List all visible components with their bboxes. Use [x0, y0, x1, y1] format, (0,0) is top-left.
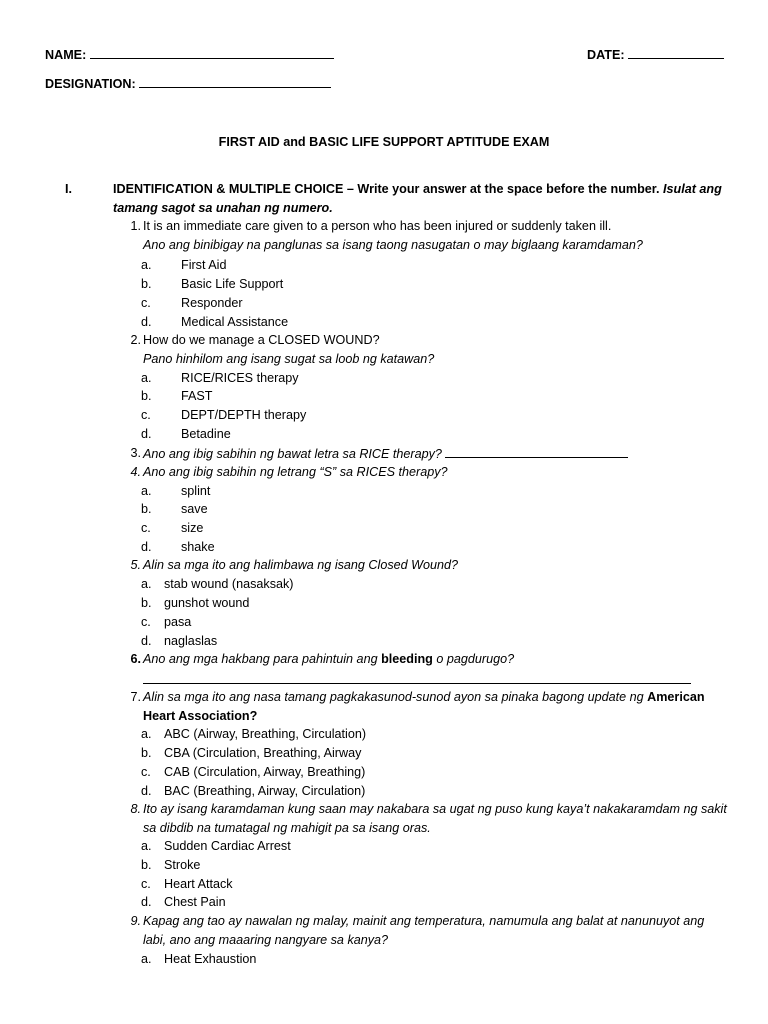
section-heading — [113, 180, 725, 217]
name-field — [45, 45, 334, 65]
question-number: 8. — [130, 802, 141, 816]
option-letter: a. — [141, 727, 152, 741]
question-text-bold: bleeding — [381, 652, 433, 666]
option-letter: b. — [141, 502, 152, 516]
option-text: Sudden Cardiac Arrest — [164, 839, 291, 853]
option-text: stab wound (nasaksak) — [164, 577, 294, 591]
option-letter: b. — [141, 746, 152, 760]
question-number: 5. — [130, 558, 141, 572]
option-letter: a. — [141, 577, 152, 591]
option-text: FAST — [181, 389, 213, 403]
question-text-tagalog: Ano ang binibigay na panglunas sa isang taong nasugatan o may biglaang karamdaman? — [143, 238, 643, 252]
question-text-tagalog: Ano ang ibig sabihin ng bawat letra sa RICE therapy? — [143, 447, 442, 461]
question-text-tagalog: Alin sa mga ito ang halimbawa ng isang Closed Wound? — [143, 558, 459, 572]
option-letter: d. — [141, 784, 152, 798]
option-letter: b. — [141, 596, 152, 610]
option-text: CAB (Circulation, Airway, Breathing) — [164, 765, 366, 779]
option-letter: a. — [141, 839, 152, 853]
option-text: CBA (Circulation, Breathing, Airway — [164, 746, 362, 760]
answer-line[interactable] — [143, 670, 691, 684]
option-letter: d. — [141, 634, 152, 648]
question-number: 2. — [130, 333, 141, 347]
question-text-en: It is an immediate care given to a person who has been injured or suddenly taken ill. — [143, 219, 612, 233]
question-text-en: How do we manage a CLOSED WOUND? — [143, 333, 380, 347]
answer-line[interactable] — [445, 444, 628, 458]
option-letter: a. — [141, 258, 152, 272]
option-text: First Aid — [181, 258, 227, 272]
question-number: 9. — [130, 914, 141, 928]
question-text-tagalog: Alin sa mga ito ang nasa tamang pagkakasunod-sunod ayon sa pinaka bagong update ng — [143, 690, 644, 704]
option-letter: c. — [141, 877, 151, 891]
section-numeral: I. — [65, 182, 72, 196]
option-text: DEPT/DEPTH therapy — [181, 408, 307, 422]
option-text: shake — [181, 540, 215, 554]
exam-title: FIRST AID and BASIC LIFE SUPPORT APTITUDE EXAM — [218, 135, 550, 149]
option-letter: a. — [141, 371, 152, 385]
option-text: splint — [181, 484, 211, 498]
option-letter: c. — [141, 296, 151, 310]
question-text — [143, 688, 728, 725]
option-letter: d. — [141, 895, 152, 909]
date-input-line[interactable] — [628, 45, 724, 59]
section-heading-tagalog: Isulat ang tamang sagot sa unahan ng numero. — [113, 182, 722, 215]
option-text: save — [181, 502, 208, 516]
option-text: ABC (Airway, Breathing, Circulation) — [164, 727, 367, 741]
question-text-row — [143, 650, 728, 669]
option-text: Basic Life Support — [181, 277, 284, 291]
section-heading-text: IDENTIFICATION & MULTIPLE CHOICE – Write your answer at the space before the number. — [113, 182, 660, 196]
date-field — [587, 45, 724, 65]
question-text-tagalog-b: o pagdurugo? — [436, 652, 515, 666]
option-letter: c. — [141, 521, 151, 535]
option-letter: c. — [141, 615, 151, 629]
option-letter: b. — [141, 858, 152, 872]
question-number: 6. — [130, 652, 141, 666]
question-text-tagalog-a: Ano ang mga hakbang para pahintuin ang — [143, 652, 378, 666]
option-letter: b. — [141, 389, 152, 403]
question-number: 7. — [130, 690, 141, 704]
question-text-tagalog: Ano ang ibig sabihin ng letrang “S” sa RICES therapy? — [143, 465, 448, 479]
question-text-tagalog: Kapag ang tao ay nawalan ng malay, mainit ang temperatura, namumula ang balat at nanunuyot ang labi, ano ang maaaring nangyare sa kanya? — [143, 914, 705, 947]
option-letter: b. — [141, 277, 152, 291]
option-text: pasa — [164, 615, 192, 629]
option-text: Heart Attack — [164, 877, 233, 891]
option-text: gunshot wound — [164, 596, 250, 610]
option-text: Betadine — [181, 427, 231, 441]
option-letter: a. — [141, 952, 152, 966]
option-letter: c. — [141, 765, 151, 779]
option-letter: d. — [141, 540, 152, 554]
designation-label: DESIGNATION: — [45, 77, 136, 91]
question-text-tagalog: Pano hinhilom ang isang sugat sa loob ng katawan? — [143, 352, 435, 366]
designation-field — [45, 74, 331, 94]
option-letter: d. — [141, 427, 152, 441]
option-text: size — [181, 521, 204, 535]
option-text: Chest Pain — [164, 895, 226, 909]
question-number: 4. — [130, 465, 141, 479]
name-label: NAME: — [45, 48, 87, 62]
designation-input-line[interactable] — [139, 74, 331, 88]
question-text-bold: American Heart Association? — [143, 690, 705, 723]
option-text: RICE/RICES therapy — [181, 371, 299, 385]
option-letter: a. — [141, 484, 152, 498]
option-letter: c. — [141, 408, 151, 422]
date-label: DATE: — [587, 48, 625, 62]
question-text-tagalog: Ito ay isang karamdaman kung saan may nakabara sa ugat ng puso kung kaya’t nakakaramdam ng sakit sa dibdib na tumatagal ng mahigit pa sa isang oras. — [143, 802, 727, 835]
option-text: Medical Assistance — [181, 315, 289, 329]
option-text: naglaslas — [164, 634, 218, 648]
option-text: Heat Exhaustion — [164, 952, 257, 966]
option-text: BAC (Breathing, Airway, Circulation) — [164, 784, 366, 798]
question-number: 1. — [130, 219, 141, 233]
question-number: 3. — [130, 446, 141, 460]
option-text: Stroke — [164, 858, 201, 872]
option-text: Responder — [181, 296, 243, 310]
name-input-line[interactable] — [90, 45, 334, 59]
question-text-row — [143, 444, 728, 464]
option-letter: d. — [141, 315, 152, 329]
